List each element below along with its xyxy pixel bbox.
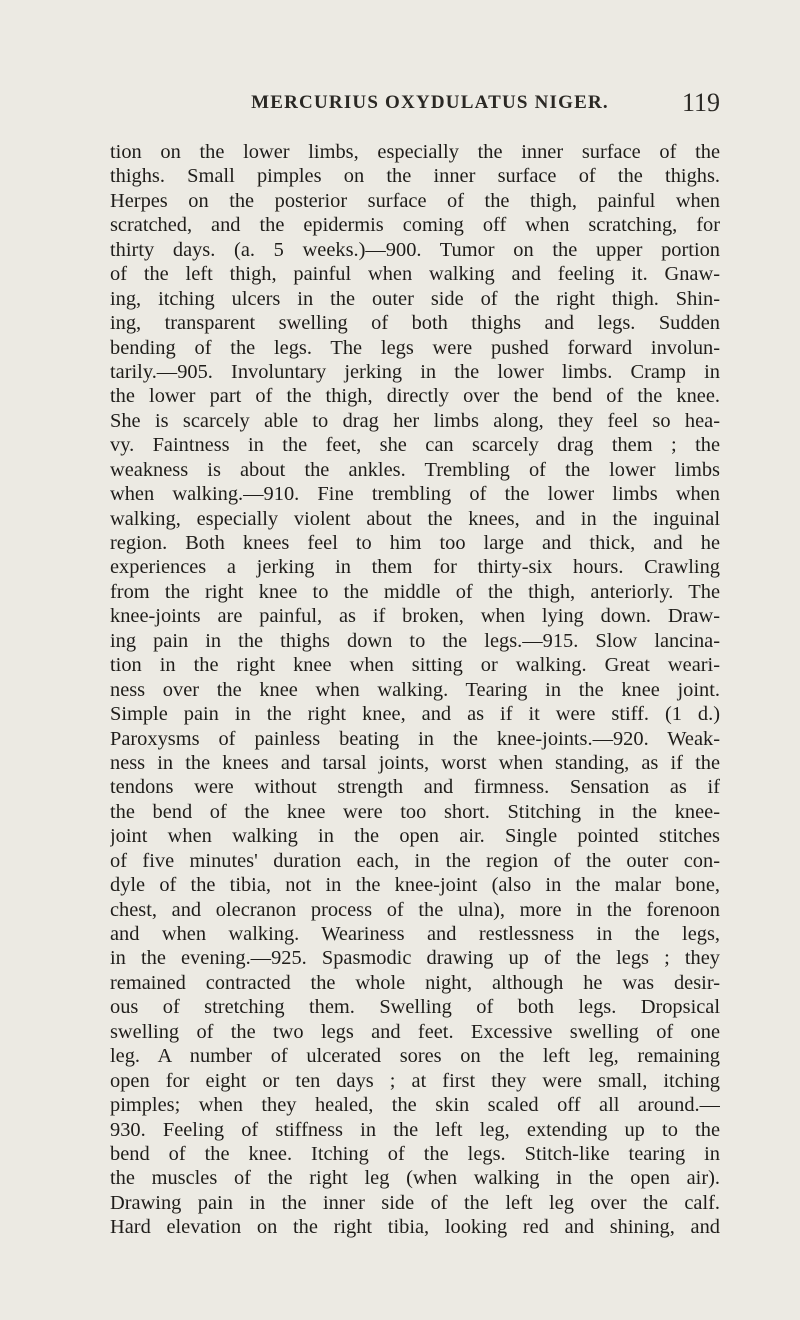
text-line: scratched, and the epidermis coming off when scratching, for: [110, 214, 720, 237]
text-line: knee-joints are painful, as if broken, when lying down. Draw-: [110, 605, 720, 628]
text-line: from the right knee to the middle of the thigh, anteriorly. The: [110, 580, 720, 603]
text-line: Simple pain in the right knee, and as if it were stiff. (1 d.): [110, 703, 720, 726]
text-line: joint when walking in the open air. Single pointed stitches: [110, 825, 720, 848]
text-line: thirty days. (a. 5 weeks.)—900. Tumor on the upper portion: [110, 238, 720, 261]
text-line: the lower part of the thigh, directly over the bend of the knee.: [110, 385, 720, 408]
text-line: tion in the right knee when sitting or walking. Great weari-: [110, 654, 720, 677]
running-title: MERCURIUS OXYDULATUS NIGER.: [251, 92, 609, 113]
text-line: tion on the lower limbs, especially the inner surface of the: [110, 141, 720, 163]
text-line: Herpes on the posterior surface of the thigh, painful when: [110, 189, 720, 212]
body-text: [110, 140, 720, 1240]
text-line: and when walking. Weariness and restlessness in the legs,: [110, 923, 720, 945]
text-line: the muscles of the right leg (when walking in the open air).: [110, 1167, 720, 1190]
text-line: the bend of the knee were too short. Stitching in the knee-: [110, 800, 720, 823]
text-line: ing pain in the thighs down to the legs.—915. Slow lancina-: [110, 629, 720, 652]
text-line: walking, especially violent about the knees, and in the inguinal: [110, 507, 720, 530]
text-line: of five minutes' duration each, in the region of the outer con-: [110, 849, 720, 872]
text-line: Hard elevation on the right tibia, looking red and shining, and: [110, 1216, 720, 1239]
text-line: 930. Feeling of stiffness in the left leg, extending up to the: [110, 1118, 720, 1141]
page-number: 119: [681, 88, 720, 117]
text-line: open for eight or ten days ; at first they were small, itching: [110, 1069, 720, 1092]
text-line: swelling of the two legs and feet. Excessive swelling of one: [110, 1020, 720, 1043]
text-line: of the left thigh, painful when walking and feeling it. Gnaw-: [110, 263, 720, 286]
text-line: Paroxysms of painless beating in the knee-joints.—920. Weak-: [110, 727, 720, 750]
text-line: pimples; when they healed, the skin scaled off all around.—: [110, 1094, 720, 1117]
text-line: bending of the legs. The legs were pushed forward involun-: [110, 336, 720, 359]
running-head: [140, 88, 720, 118]
text-line: She is scarcely able to drag her limbs along, they feel so hea-: [110, 409, 720, 432]
text-line: ness over the knee when walking. Tearing in the knee joint.: [110, 678, 720, 701]
text-line: remained contracted the whole night, although he was desir-: [110, 971, 720, 994]
text-line: ous of stretching them. Swelling of both legs. Dropsical: [110, 996, 720, 1019]
text-line: ing, transparent swelling of both thighs and legs. Sudden: [110, 312, 720, 335]
text-line: chest, and olecranon process of the ulna), more in the forenoon: [110, 898, 720, 921]
text-line: ing, itching ulcers in the outer side of the right thigh. Shin-: [110, 287, 720, 310]
text-line: in the evening.—925. Spasmodic drawing up of the legs ; they: [110, 947, 720, 970]
text-line: leg. A number of ulcerated sores on the left leg, remaining: [110, 1045, 720, 1068]
text-line: bend of the knee. Itching of the legs. Stitch-like tearing in: [110, 1142, 720, 1165]
text-line: thighs. Small pimples on the inner surface of the thighs.: [110, 165, 720, 188]
text-line: dyle of the tibia, not in the knee-joint (also in the malar bone,: [110, 874, 720, 897]
text-line: ness in the knees and tarsal joints, worst when standing, as if the: [110, 751, 720, 774]
text-line: weakness is about the ankles. Trembling of the lower limbs: [110, 458, 720, 481]
text-line: Drawing pain in the inner side of the left leg over the calf.: [110, 1191, 720, 1214]
text-line: vy. Faintness in the feet, she can scarcely drag them ; the: [110, 434, 720, 457]
text-line: region. Both knees feel to him too large and thick, and he: [110, 532, 720, 554]
text-line: tendons were without strength and firmness. Sensation as if: [110, 776, 720, 799]
text-line: when walking.—910. Fine trembling of the lower limbs when: [110, 483, 720, 506]
text-line: tarily.—905. Involuntary jerking in the lower limbs. Cramp in: [110, 360, 720, 383]
text-line: experiences a jerking in them for thirty-six hours. Crawling: [110, 556, 720, 579]
